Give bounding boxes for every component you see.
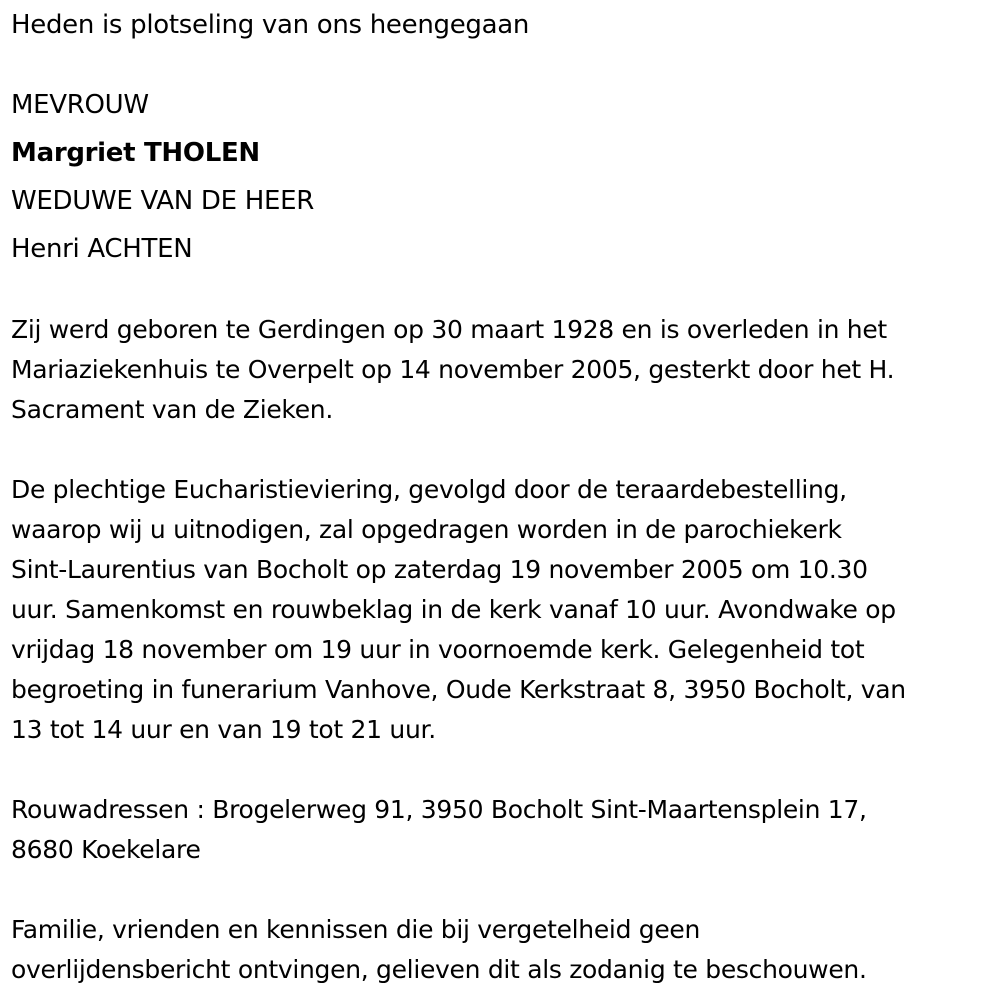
paragraph-line: uur. Samenkomst en rouwbeklag in de kerk vanaf 10 uur. Avondwake op	[11, 595, 896, 624]
paragraph-line: begroeting in funerarium Vanhove, Oude Kerkstraat 8, 3950 Bocholt, van	[11, 675, 906, 704]
birth-death-paragraph	[11, 310, 991, 430]
paragraph-line: vrijdag 18 november om 19 uur in voornoemde kerk. Gelegenheid tot	[11, 635, 865, 664]
deceased-name: Margriet THOLEN	[11, 138, 260, 168]
paragraph-line: Sacrament van de Zieken.	[11, 395, 333, 424]
address-paragraph	[11, 790, 991, 870]
paragraph-line: Mariaziekenhuis te Overpelt op 14 november 2005, gesterkt door het H.	[11, 355, 895, 384]
paragraph-line: Familie, vrienden en kennissen die bij vergetelheid geen	[11, 915, 701, 944]
paragraph-line: waarop wij u uitnodigen, zal opgedragen worden in de parochiekerk	[11, 515, 842, 544]
paragraph-line: Sint-Laurentius van Bocholt op zaterdag 19 november 2005 om 10.30	[11, 555, 868, 584]
widow-line: WEDUWE VAN DE HEER	[11, 186, 314, 216]
paragraph-line: overlijdensbericht ontvingen, gelieven dit als zodanig te beschouwen.	[11, 955, 867, 984]
paragraph-line: Rouwadressen : Brogelerweg 91, 3950 Bocholt Sint-Maartensplein 17,	[11, 795, 867, 824]
intro-text: Heden is plotseling van ons heengegaan	[11, 10, 530, 40]
paragraph-line: De plechtige Eucharistieviering, gevolgd door de teraardebestelling,	[11, 475, 847, 504]
paragraph-line: 8680 Koekelare	[11, 835, 201, 864]
paragraph-line: 13 tot 14 uur en van 19 tot 21 uur.	[11, 715, 436, 744]
paragraph-line: Zij werd geboren te Gerdingen op 30 maart 1928 en is overleden in het	[11, 315, 887, 344]
ceremony-paragraph	[11, 470, 991, 750]
spouse-name: Henri ACHTEN	[11, 234, 193, 264]
closing-paragraph	[11, 910, 991, 990]
title-prefix: MEVROUW	[11, 90, 149, 120]
